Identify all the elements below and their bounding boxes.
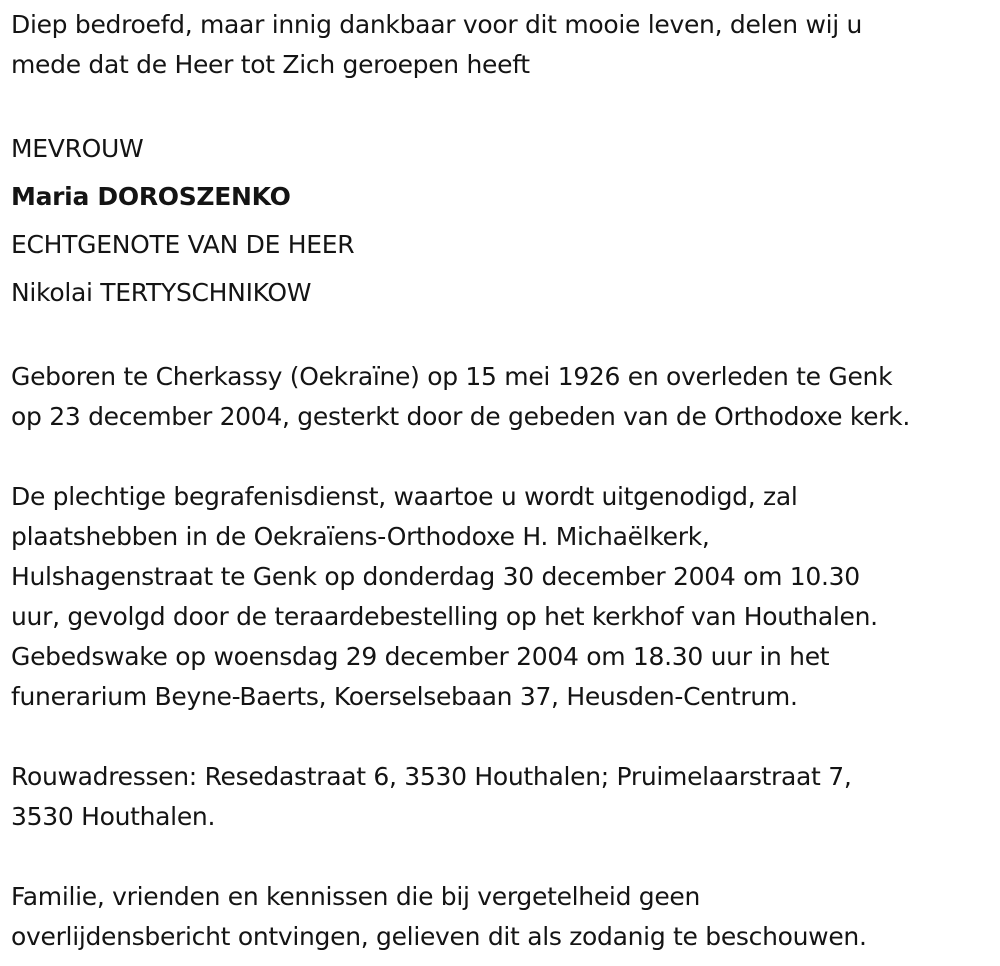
service-line-2: plaatshebben in de Oekraïens-Orthodoxe H. Michaëlkerk, bbox=[11, 522, 710, 551]
birth-death-line-1: Geboren te Cherkassy (Oekraïne) op 15 mei 1926 en overleden te Genk bbox=[11, 362, 893, 391]
addresses-line-2: 3530 Houthalen. bbox=[11, 802, 216, 831]
deceased-relation: ECHTGENOTE VAN DE HEER bbox=[11, 230, 355, 259]
closing-paragraph bbox=[11, 877, 996, 957]
service-line-5: Gebedswake op woensdag 29 december 2004 om 18.30 uur in het bbox=[11, 642, 830, 671]
addresses-line-1: Rouwadressen: Resedastraat 6, 3530 Houthalen; Pruimelaarstraat 7, bbox=[11, 762, 852, 791]
intro-line-2: mede dat de Heer tot Zich geroepen heeft bbox=[11, 50, 530, 79]
obituary-notice bbox=[11, 5, 996, 957]
intro-line-1: Diep bedroefd, maar innig dankbaar voor dit mooie leven, delen wij u bbox=[11, 10, 863, 39]
deceased-title: MEVROUW bbox=[11, 134, 144, 163]
spouse-name: Nikolai TERTYSCHNIKOW bbox=[11, 278, 312, 307]
service-line-4: uur, gevolgd door de teraardebestelling op het kerkhof van Houthalen. bbox=[11, 602, 878, 631]
closing-line-1: Familie, vrienden en kennissen die bij vergetelheid geen bbox=[11, 882, 701, 911]
service-line-1: De plechtige begrafenisdienst, waartoe u wordt uitgenodigd, zal bbox=[11, 482, 798, 511]
service-paragraph bbox=[11, 477, 996, 717]
service-line-6: funerarium Beyne-Baerts, Koerselsebaan 37, Heusden-Centrum. bbox=[11, 682, 798, 711]
birth-death-paragraph bbox=[11, 357, 996, 437]
service-line-3: Hulshagenstraat te Genk op donderdag 30 december 2004 om 10.30 bbox=[11, 562, 860, 591]
closing-line-2: overlijdensbericht ontvingen, gelieven dit als zodanig te beschouwen. bbox=[11, 922, 867, 951]
deceased-name: Maria DOROSZENKO bbox=[11, 182, 291, 211]
intro-paragraph bbox=[11, 5, 996, 85]
deceased-block bbox=[11, 125, 996, 317]
addresses-paragraph bbox=[11, 757, 996, 837]
birth-death-line-2: op 23 december 2004, gesterkt door de gebeden van de Orthodoxe kerk. bbox=[11, 402, 910, 431]
